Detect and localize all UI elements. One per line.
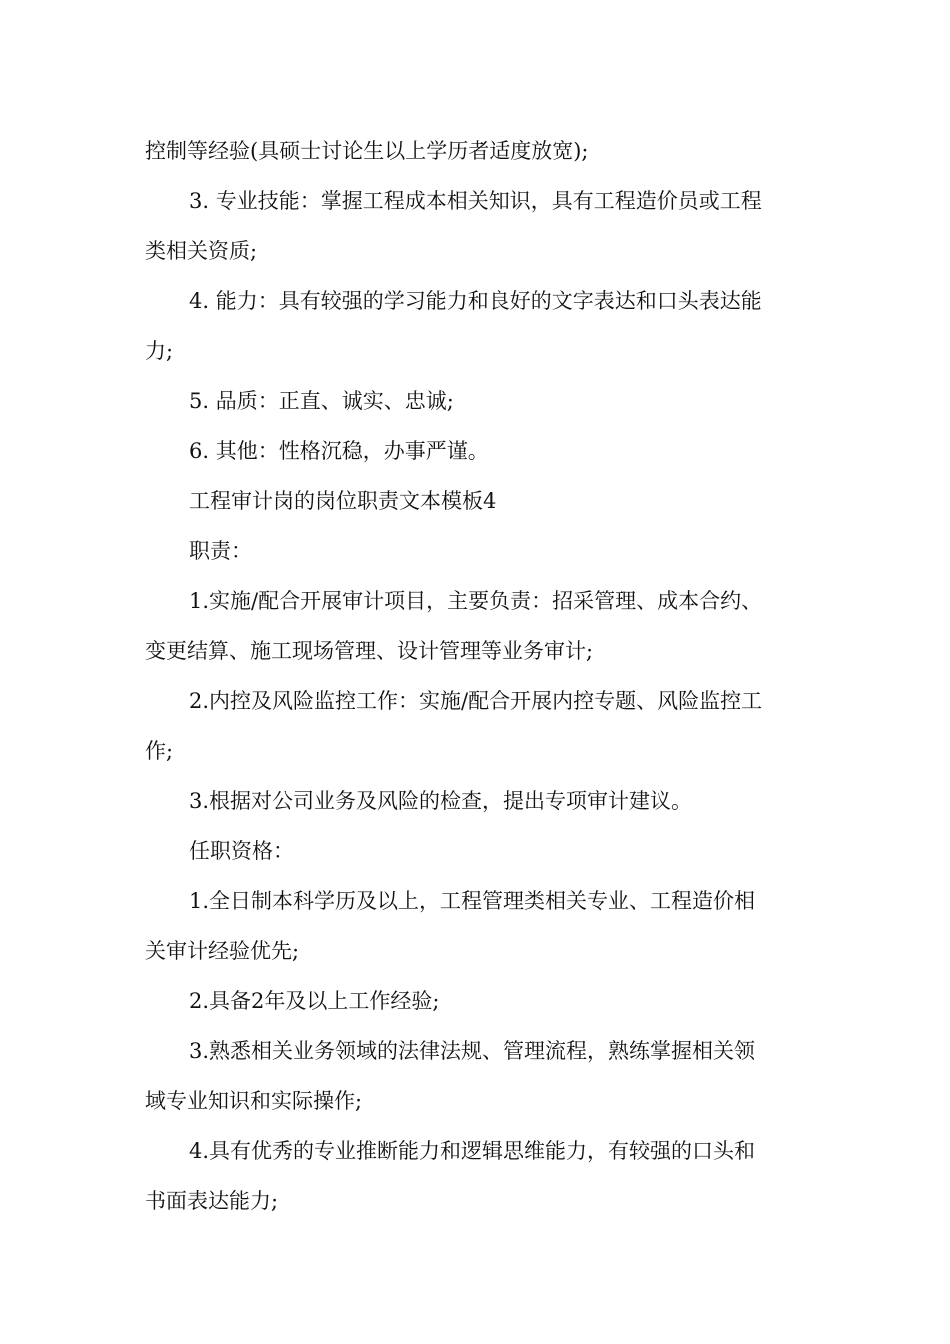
text-line: 类相关资质; [145,239,258,263]
text-line: 控制等经验(具硕士讨论生以上学历者适度放宽); [145,139,589,163]
text-line: 3.熟悉相关业务领域的法律法规、管理流程，熟练掌握相关领 [189,1039,756,1063]
text-line: 关审计经验优先; [145,939,300,963]
subheading-qualifications: 任职资格： [189,839,294,863]
document-body [145,126,825,1226]
text-line: 域专业知识和实际操作; [145,1089,363,1113]
text-line: 书面表达能力; [145,1189,279,1213]
text-line: 6. 其他：性格沉稳，办事严谨。 [189,439,489,463]
text-line: 4.具有优秀的专业推断能力和逻辑思维能力，有较强的口头和 [189,1139,756,1163]
text-line: 1.全日制本科学历及以上，工程管理类相关专业、工程造价相 [189,889,756,913]
subheading-duties: 职责： [189,539,252,563]
text-line: 变更结算、施工现场管理、设计管理等业务审计; [145,639,594,663]
text-line: 1.实施/配合开展审计项目，主要负责：招采管理、成本合约、 [189,589,763,613]
text-line: 3. 专业技能：掌握工程成本相关知识，具有工程造价员或工程 [189,189,762,213]
text-line: 2.内控及风险监控工作：实施/配合开展内控专题、风险监控工 [189,689,763,713]
text-line: 力; [145,339,174,363]
text-line: 2.具备2年及以上工作经验; [189,989,440,1013]
text-line: 作; [145,739,174,763]
text-line: 4. 能力：具有较强的学习能力和良好的文字表达和口头表达能 [189,289,762,313]
section-heading: 工程审计岗的岗位职责文本模板4 [189,489,497,513]
text-line: 5. 品质：正直、诚实、忠诚; [189,389,454,413]
text-line: 3.根据对公司业务及风险的检查，提出专项审计建议。 [189,789,693,813]
